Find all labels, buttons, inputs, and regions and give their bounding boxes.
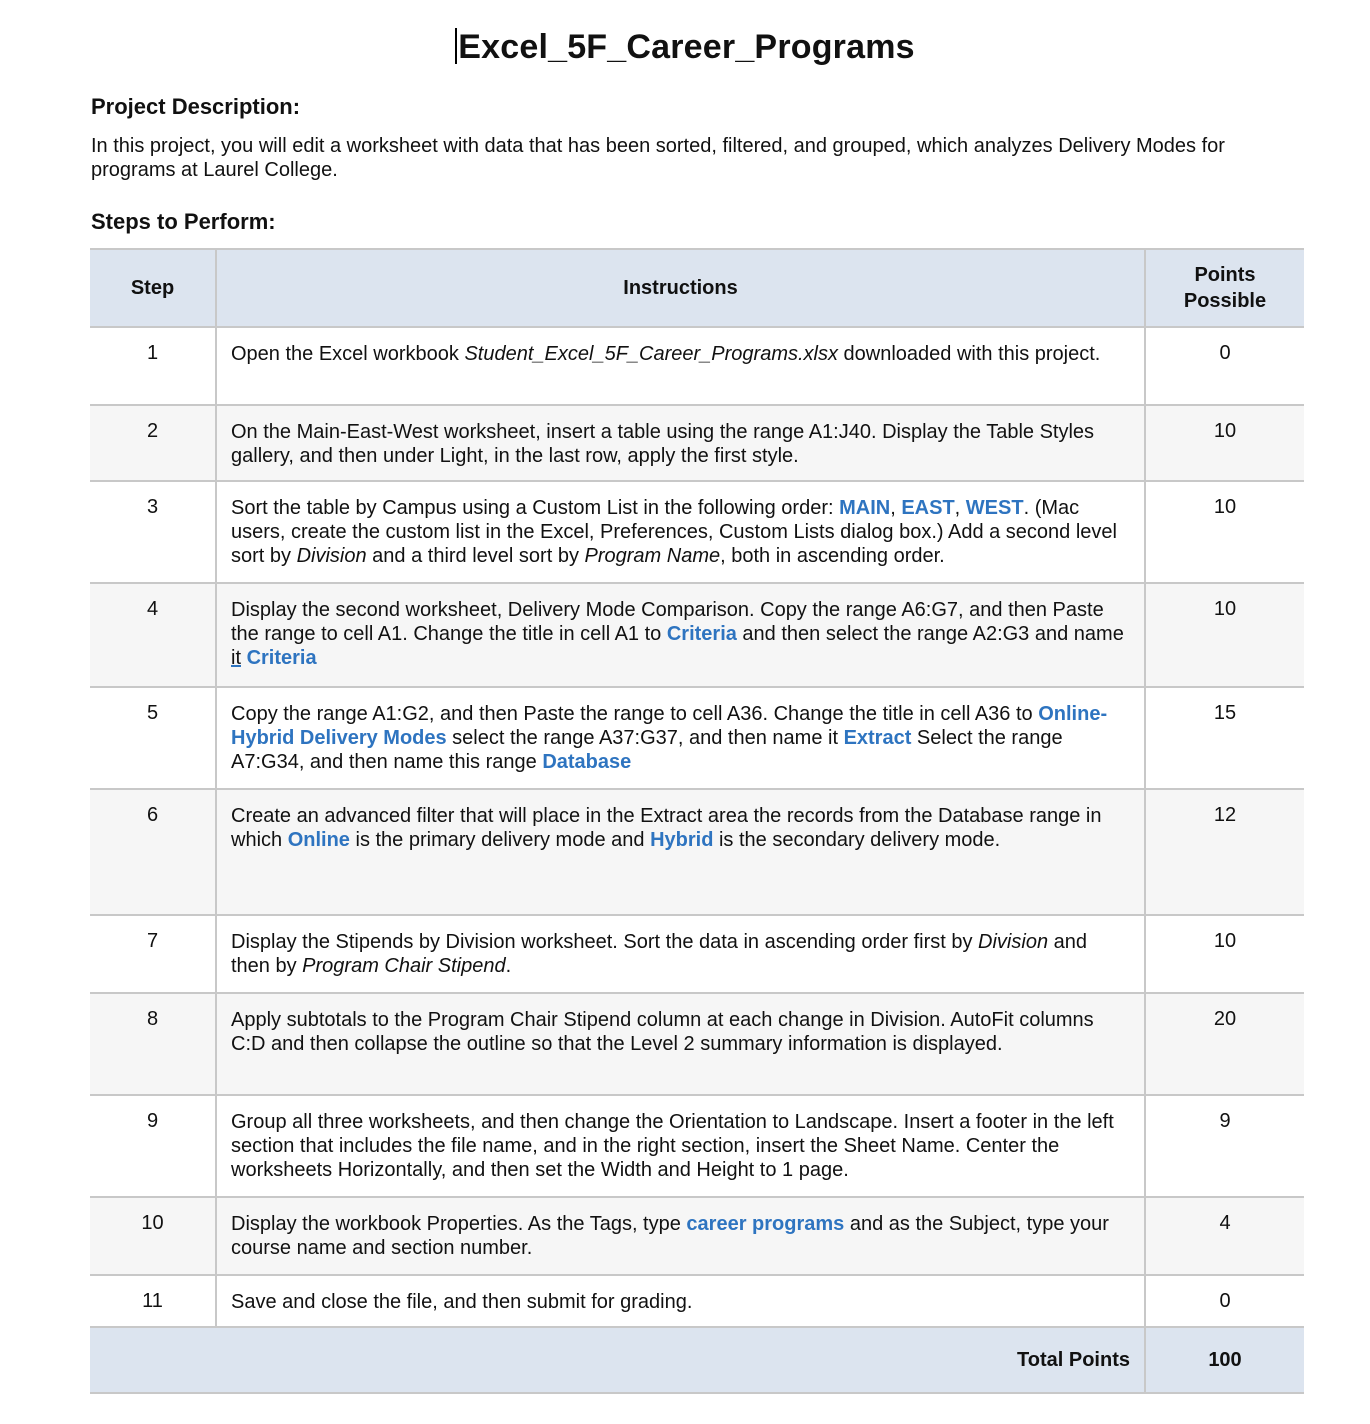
step-number: 11 — [90, 1275, 216, 1327]
step-number: 5 — [90, 687, 216, 789]
step-points: 4 — [1145, 1197, 1304, 1275]
step-number: 4 — [90, 583, 216, 687]
header-points-possible — [1145, 249, 1304, 327]
table-row — [90, 583, 1304, 687]
step-number: 2 — [90, 405, 216, 481]
header-points-line1: Points — [1194, 264, 1256, 286]
text-cursor — [455, 28, 457, 64]
step-points: 10 — [1145, 583, 1304, 687]
project-description-text: In this project, you will edit a worksheet with data that has been sorted, filtered, and grouped, which analyzes Delivery Modes for programs at Laurel College. — [91, 135, 1225, 181]
table-row — [90, 1275, 1304, 1327]
document-title — [0, 28, 1370, 67]
step-instructions: Create an advanced filter that will place in the Extract area the records from the Database range in which Online is the primary delivery mode and Hybrid is the secondary delivery mode. — [216, 789, 1145, 915]
project-description-heading: Project Description: — [91, 94, 301, 119]
table-row — [90, 481, 1304, 583]
table-row — [90, 915, 1304, 993]
step-points: 10 — [1145, 405, 1304, 481]
steps-heading: Steps to Perform: — [91, 209, 276, 234]
step-points: 0 — [1145, 327, 1304, 405]
step-number: 1 — [90, 327, 216, 405]
table-row — [90, 993, 1304, 1095]
step-instructions: Display the Stipends by Division worksheet. Sort the data in ascending order first by Division and then by Program Chair Stipend. — [216, 915, 1145, 993]
step-instructions: Display the second worksheet, Delivery Mode Comparison. Copy the range A6:G7, and then Paste the range to cell A1. Change the title in cell A1 to Criteria and then select the range A2:G3 and name it Criteria — [216, 583, 1145, 687]
step-points: 10 — [1145, 481, 1304, 583]
step-points: 12 — [1145, 789, 1304, 915]
header-instructions: Instructions — [216, 249, 1145, 327]
header-points-line2: Possible — [1183, 290, 1267, 312]
total-points-value: 100 — [1145, 1327, 1304, 1393]
table-header-row — [90, 249, 1304, 327]
step-number: 8 — [90, 993, 216, 1095]
step-instructions: Group all three worksheets, and then change the Orientation to Landscape. Insert a footer in the left section that includes the file name, and in the right section, insert the Sheet Name. Center the worksheets Horizontally, and then set the Width and Height to 1 page. — [216, 1095, 1145, 1197]
step-instructions: Sort the table by Campus using a Custom List in the following order: MAIN, EAST, WEST. (Mac users, create the custom list in the Excel, Preferences, Custom Lists dialog box.) Add a second level sort by Division and a third level sort by Program Name, both in ascending order. — [216, 481, 1145, 583]
table-row — [90, 687, 1304, 789]
step-points: 0 — [1145, 1275, 1304, 1327]
step-number: 3 — [90, 481, 216, 583]
table-row — [90, 405, 1304, 481]
step-instructions: Display the workbook Properties. As the Tags, type career programs and as the Subject, type your course name and section number. — [216, 1197, 1145, 1275]
step-number: 6 — [90, 789, 216, 915]
step-points: 9 — [1145, 1095, 1304, 1197]
step-number: 9 — [90, 1095, 216, 1197]
title-text: Excel_5F_Career_Programs — [458, 28, 915, 66]
table-row — [90, 789, 1304, 915]
step-points: 20 — [1145, 993, 1304, 1095]
step-number: 10 — [90, 1197, 216, 1275]
step-instructions: Save and close the file, and then submit for grading. — [216, 1275, 1145, 1327]
total-points-label: Total Points — [90, 1327, 1145, 1393]
step-instructions: Apply subtotals to the Program Chair Stipend column at each change in Division. AutoFit columns C:D and then collapse the outline so that the Level 2 summary information is displayed. — [216, 993, 1145, 1095]
table-row — [90, 1197, 1304, 1275]
step-number: 7 — [90, 915, 216, 993]
table-row — [90, 327, 1304, 405]
table-row — [90, 1095, 1304, 1197]
step-instructions: Copy the range A1:G2, and then Paste the range to cell A36. Change the title in cell A36 to Online-Hybrid Delivery Modes select the range A37:G37, and then name it Extract Select the range A7:G34, and then name this range Database — [216, 687, 1145, 789]
steps-table — [90, 248, 1304, 1394]
step-instructions: On the Main-East-West worksheet, insert a table using the range A1:J40. Display the Table Styles gallery, and then under Light, in the last row, apply the first style. — [216, 405, 1145, 481]
header-step: Step — [90, 249, 216, 327]
step-instructions: Open the Excel workbook Student_Excel_5F_Career_Programs.xlsx downloaded with this project. — [216, 327, 1145, 405]
step-points: 10 — [1145, 915, 1304, 993]
total-row — [90, 1327, 1304, 1393]
step-points: 15 — [1145, 687, 1304, 789]
